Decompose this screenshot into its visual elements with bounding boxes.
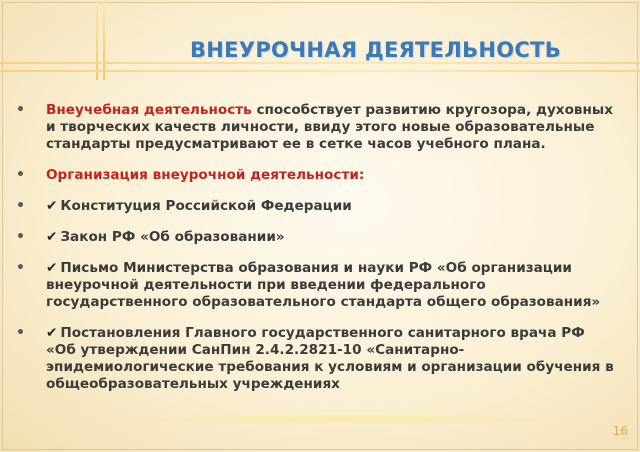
slide-body	[16, 102, 616, 393]
item-text: Закон РФ «Об образовании»	[60, 229, 285, 245]
item-text: Конституция Российской Федерации	[60, 198, 352, 214]
page-number: 16	[612, 424, 628, 438]
decor-vertical-line	[103, 0, 105, 80]
decor-horizontal-line	[0, 70, 640, 72]
item-highlight: Внеучебная деятельность	[46, 102, 252, 118]
decor-glow	[80, 414, 600, 424]
bullet-item	[16, 325, 616, 393]
bullet-icon: •	[16, 325, 25, 341]
slide-title: ВНЕУРОЧНАЯ ДЕЯТЕЛЬНОСТЬ	[190, 38, 562, 62]
checkmark-icon: ✔	[46, 198, 58, 214]
bullet-icon: •	[16, 167, 25, 183]
bullet-icon: •	[16, 102, 25, 118]
item-highlight: Организация внеурочной деятельности:	[46, 167, 365, 183]
bullet-item	[16, 102, 616, 153]
item-text: способствует развитию кругозора, духовных и творческих качеств личности, ввиду этого новые образовательные стандарты предусматривают ее в сетке часов учебного плана.	[46, 102, 613, 152]
checkmark-icon: ✔	[46, 229, 58, 245]
checkmark-icon: ✔	[46, 325, 58, 341]
bullet-icon: •	[16, 198, 25, 214]
decor-vertical-line	[96, 0, 98, 80]
checkmark-icon: ✔	[46, 260, 58, 276]
bullet-icon: •	[16, 260, 25, 276]
bullet-item	[16, 260, 616, 311]
bullet-item	[16, 198, 616, 215]
item-text: Постановления Главного государственного санитарного врача РФ «Об утверждении СанПин 2.4.2.2821-10 «Санитарно-эпидемиологические требования к условиям и организации обучения в общеобразовательных учреждениях	[46, 325, 614, 392]
bullet-item	[16, 167, 616, 184]
bullet-item	[16, 229, 616, 246]
item-text: Письмо Министерства образования и науки РФ «Об организации внеурочной деятельности при введении федерального государственного образовательного стандарта общего образования»	[46, 260, 601, 310]
bullet-icon: •	[16, 229, 25, 245]
decor-horizontal-line	[0, 62, 640, 64]
